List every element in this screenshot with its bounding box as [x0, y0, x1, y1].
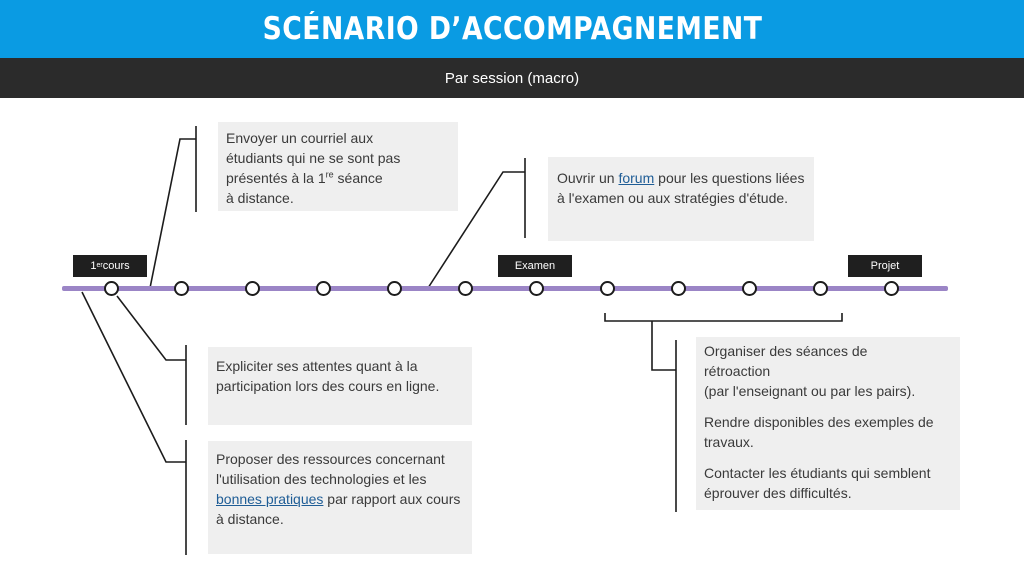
feedback-line-2: rétroaction — [704, 363, 771, 379]
email-line-4: à distance. — [226, 190, 294, 206]
best-practices-link[interactable]: bonnes pratiques — [216, 491, 324, 507]
first-course-text: cours — [102, 260, 130, 272]
session-node — [884, 281, 899, 296]
session-node — [387, 281, 402, 296]
subtitle-bar — [0, 58, 1024, 98]
box-feedback — [696, 337, 960, 510]
feedback-line-1: Organiser des séances de — [704, 343, 868, 359]
email-line-3-pre: présentés à la 1 — [226, 170, 326, 186]
feedback-paragraph-3: Contacter les étudiants qui semblent éprouver des difficultés. — [704, 465, 931, 501]
page-title: SCÉNARIO D’ACCOMPAGNEMENT — [262, 11, 762, 47]
email-line-3 — [226, 168, 450, 188]
first-course-label: 1 er cours — [73, 255, 147, 277]
project-label: Projet — [848, 255, 922, 277]
resources-text-pre: Proposer des ressources concernant l'utilisation des technologies et les — [216, 451, 445, 487]
box-resources — [208, 441, 472, 554]
session-node — [245, 281, 260, 296]
title-bar — [0, 0, 1024, 58]
connector-expectations-diag — [117, 296, 186, 360]
page-subtitle: Par session (macro) — [444, 69, 580, 87]
email-line-1: Envoyer un courriel aux — [226, 130, 374, 146]
box-email-absent — [218, 122, 458, 211]
email-line-2: étudiants qui ne se sont pas — [226, 150, 401, 166]
forum-link[interactable]: forum — [618, 170, 655, 186]
resources-text-post: par rapport aux cours à distance. — [216, 491, 461, 527]
session-node — [529, 281, 544, 296]
email-line-3-sup: re — [325, 169, 334, 180]
session-node — [671, 281, 686, 296]
session-node — [458, 281, 473, 296]
connector-feedback — [652, 321, 676, 370]
box-expectations — [208, 347, 472, 425]
session-node — [742, 281, 757, 296]
expectations-text: Expliciter ses attentes quant à la participation lors des cours en ligne. — [216, 358, 440, 394]
session-node — [174, 281, 189, 296]
box-forum — [548, 157, 814, 241]
connector-resources-diag — [82, 292, 186, 462]
email-line-3-post: séance — [333, 170, 383, 186]
bracket-sessions — [605, 313, 842, 321]
session-node — [813, 281, 828, 296]
session-node — [104, 281, 119, 296]
feedback-paragraph-2: Rendre disponibles des exemples de travaux. — [704, 414, 934, 450]
connector-email-diag — [150, 139, 196, 288]
session-node — [600, 281, 615, 296]
first-course-number: 1 — [90, 260, 97, 272]
feedback-line-3: (par l'enseignant ou par les pairs). — [704, 383, 916, 399]
exam-label: Examen — [498, 255, 572, 277]
session-node — [316, 281, 331, 296]
forum-text-post: pour les questions liées à l'examen ou aux stratégies d'étude. — [557, 170, 805, 206]
forum-text-pre: Ouvrir un — [557, 170, 619, 186]
feedback-paragraph-1 — [704, 341, 952, 401]
